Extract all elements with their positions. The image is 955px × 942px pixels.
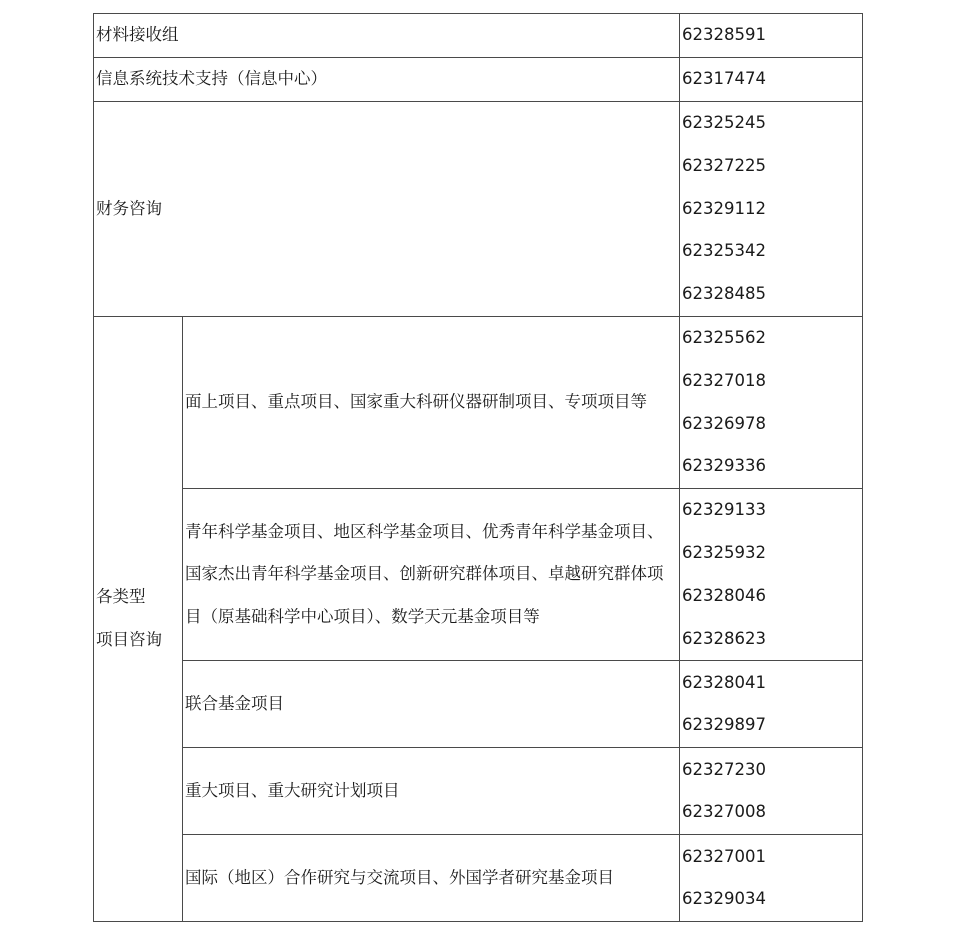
row-label-line: 目（原基础科学中心项目）、数学天元基金项目等 [185,607,540,627]
row-label-line: 国家杰出青年科学基金项目、创新研究群体项目、卓越研究群体项 [185,564,664,584]
phone-cell [680,58,863,102]
group-label-cell [94,316,183,921]
cropped-heading-fragment [0,0,300,4]
phone-number: 62325562 [682,327,766,347]
table-row [94,316,863,488]
group-label-line: 项目咨询 [96,630,162,650]
table-row [94,489,863,661]
phone-number: 62325932 [682,542,766,562]
row-label: 国际（地区）合作研究与交流项目、外国学者研究基金项目 [183,835,680,922]
table-row [94,14,863,58]
row-label: 财务咨询 [94,102,680,317]
phone-number: 62328046 [682,585,766,605]
table-row [94,102,863,317]
phone-number: 62325245 [682,113,766,132]
row-label: 材料接收组 [94,14,680,58]
phone-number: 62328041 [682,672,766,692]
phone-cell [680,102,863,317]
contact-table [93,13,863,922]
phone-number: 62327230 [682,759,766,779]
row-label [183,489,680,661]
group-label-line: 各类型 [96,587,146,607]
phone-cell [680,489,863,661]
phone-number: 62328623 [682,628,766,648]
phone-cell [680,14,863,58]
table-row [94,58,863,102]
phone-number: 62327225 [682,155,766,175]
phone-number: 62328485 [682,284,766,304]
table-row [94,835,863,922]
phone-number: 62327008 [682,802,766,822]
phone-number: 62329034 [682,889,766,909]
phone-number: 62327018 [682,370,766,390]
row-label: 信息系统技术支持（信息中心） [94,58,680,102]
phone-cell [680,316,863,488]
row-label: 联合基金项目 [183,661,680,748]
phone-number: 62329112 [682,198,766,218]
table-row [94,748,863,835]
phone-number: 62317474 [682,69,766,89]
phone-number: 62329133 [682,500,766,520]
phone-cell [680,661,863,748]
phone-number: 62327001 [682,846,766,866]
row-label-line: 青年科学基金项目、地区科学基金项目、优秀青年科学基金项目、 [185,521,664,541]
phone-number: 62325342 [682,241,766,261]
phone-number: 62329897 [682,715,766,735]
phone-number: 62329336 [682,456,766,476]
phone-number: 62328591 [682,25,766,45]
phone-cell [680,835,863,922]
phone-cell [680,748,863,835]
row-label: 重大项目、重大研究计划项目 [183,748,680,835]
table-row [94,661,863,748]
phone-number: 62326978 [682,413,766,433]
row-label: 面上项目、重点项目、国家重大科研仪器研制项目、专项项目等 [183,316,680,488]
